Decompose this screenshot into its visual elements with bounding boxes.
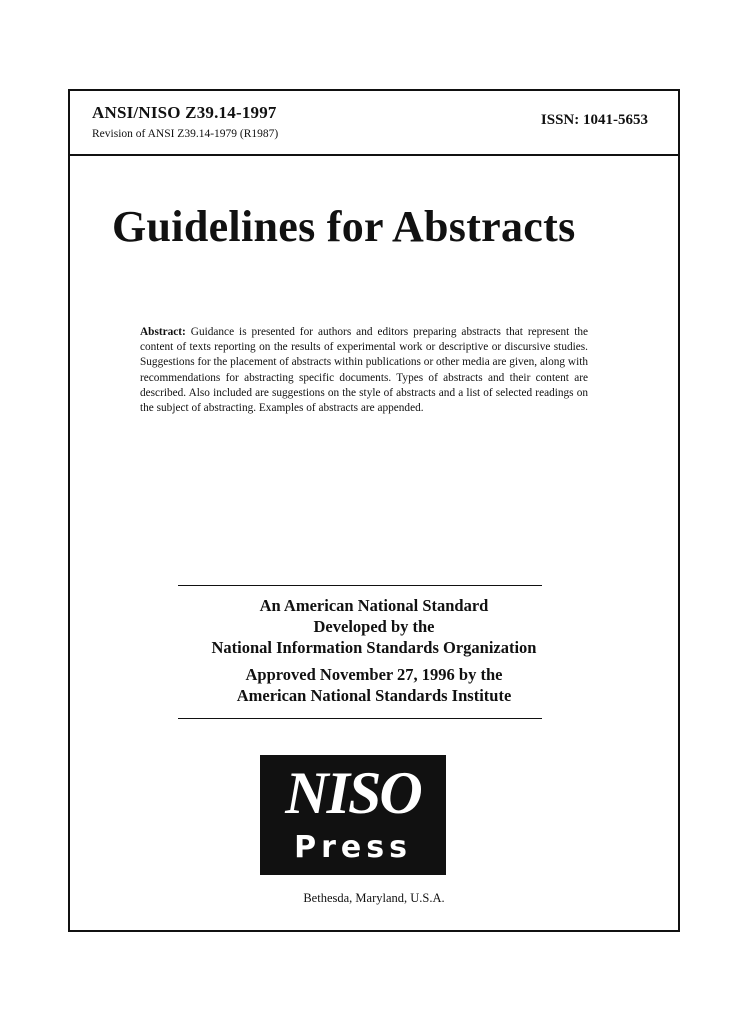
standard-id: ANSI/NISO Z39.14-1997 — [92, 103, 277, 122]
abstract-label: Abstract: — [140, 326, 186, 338]
abstract-paragraph — [140, 325, 588, 416]
revision-note: Revision of ANSI Z39.14-1979 (R1987) — [92, 128, 279, 140]
niso-press-logo — [260, 755, 446, 875]
cover-frame — [68, 89, 680, 932]
publisher-location: Bethesda, Maryland, U.S.A. — [303, 891, 445, 905]
statement-line-1: An American National Standard — [259, 596, 489, 615]
approval-statement — [70, 595, 678, 706]
statement-line-4: Approved November 27, 1996 by the — [245, 665, 503, 684]
statement-line-3: National Information Standards Organization — [211, 638, 537, 657]
logo-mark: NISO — [285, 760, 421, 826]
logo-subtitle: Press — [294, 830, 412, 865]
issn: ISSN: 1041-5653 — [540, 112, 648, 128]
statement-line-5: American National Standards Institute — [236, 686, 512, 705]
divider-top — [178, 585, 542, 586]
document-title: Guidelines for Abstracts — [112, 202, 576, 251]
statement-line-2: Developed by the — [313, 617, 435, 636]
header-box — [70, 91, 678, 156]
divider-bottom — [178, 718, 542, 719]
abstract-text: Guidance is presented for authors and editors preparing abstracts that represent the content of texts reporting on the results of experimental work or descriptive or discursive studies. Suggestions for the placement of abstracts within publications or other media are given, along with recommendations for abstracting specific documents. Types of abstracts and their content are described. Also included are suggestions on the style of abstracts and a list of selected readings on the subject of abstracting. Examples of abstracts are appended. — [140, 326, 589, 415]
